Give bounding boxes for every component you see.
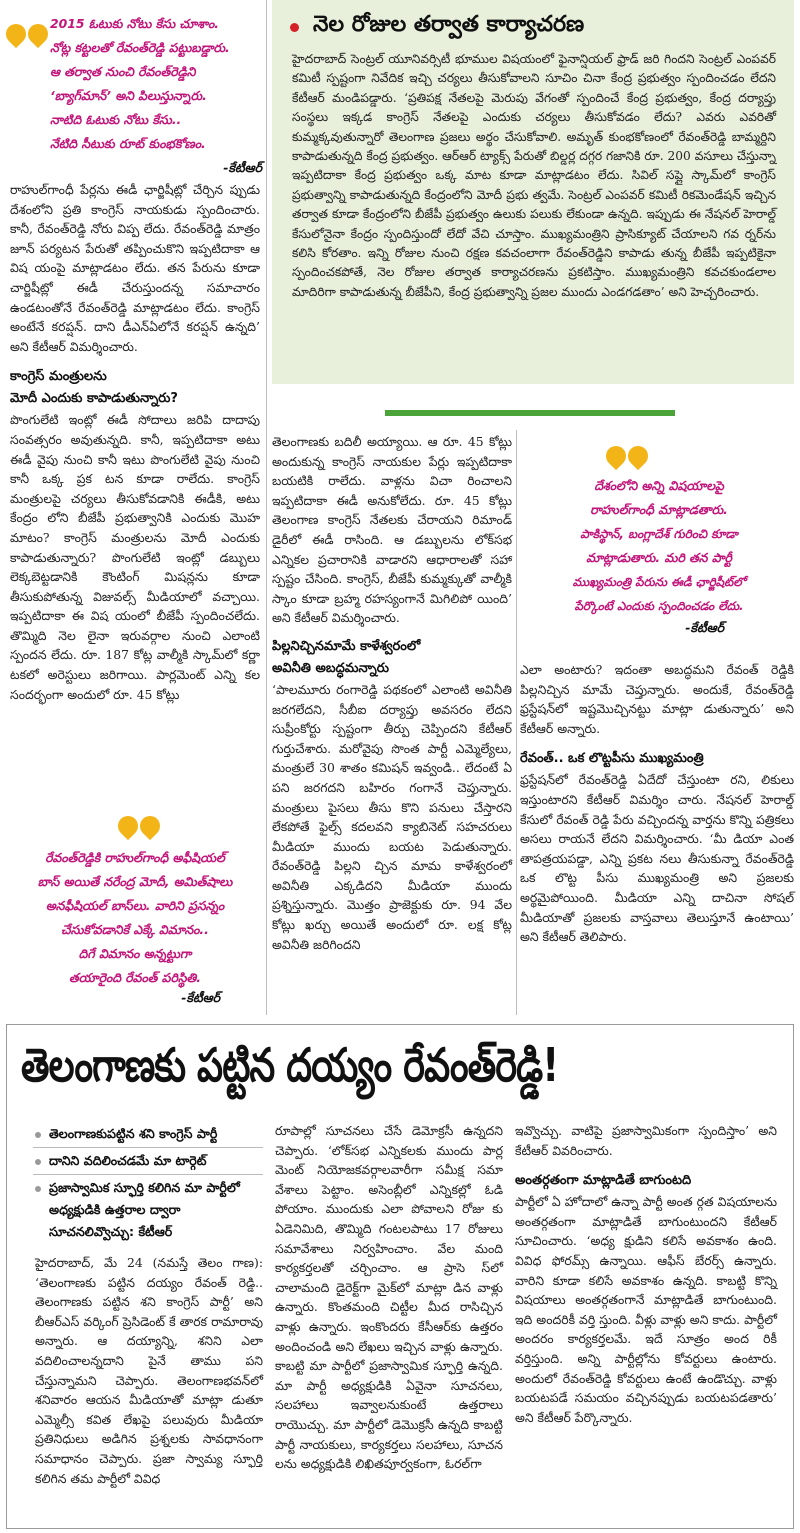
quote-attribution: -కేటీఆర్ [223, 160, 262, 175]
article-paragraph: రాహుల్‌గాంధీ పేర్లను ఈడీ ఛార్జిషీట్లో చేర్చిన ప్పుడు దేశంలోని ప్రతి కాంగ్రెస్ నాయకుడు స్పందించారు. కానీ, రేవంత్‌రెడ్డి నోరు విప్ప లేదు. రేవంత్‌రెడ్డి మాత్రం జూన్ పర్యటన పేరుతో తప్పించుకొని ఇప్పటిదాకా ఆ విష యంపై మాట్లాడటం లేదు. తన పేరును కూడా చార్జిషీట్లో ఈడీ చేరుస్తుందన్న సమాచారం ఉండటంతోనే రేవంత్‌రెడ్డి మాట్లాడటం లేదు. కాంగ్రెస్ అంటేనే కరప్షన్. దాని డీఎన్‌ఏలోనే కరప్షన్ ఉన్నది’ అని కేటీఆర్ విమర్శించారు. [10, 182, 260, 354]
green-rule [385, 410, 675, 416]
quote-mark-icon [118, 816, 160, 836]
bullet-list [33, 1121, 263, 1245]
quote-line: నోట్ల కట్టలతో రేవంత్‌రెడ్డి పట్టుబడ్డారు. [50, 40, 230, 55]
quote-line: నేటిది సీటుకు రూట్ కుంభకోణం. [50, 136, 206, 151]
quote-mark-icon [606, 446, 648, 466]
subheading: మోదీ ఎందుకు కాపాడుతున్నారు? [10, 391, 178, 407]
quote-line: చేసుకోవడానికే ఎక్కే విమానం.. [61, 922, 209, 937]
column-divider [516, 430, 517, 1015]
quote-attribution: -కేటీఆర్ [685, 620, 724, 635]
column-3-text [520, 660, 794, 947]
subheading: అవినీతి అబద్ధమన్నారు [272, 660, 390, 676]
quote-line: తయారైంది రేవంత్ పరిస్థితి. [69, 970, 201, 985]
quote-attribution: -కేటీఆర్ [181, 990, 220, 1005]
article-headline: తెలంగాణకు పట్టిన దయ్యం రేవంత్‌రెడ్డి! [21, 1039, 559, 1093]
bullet-item: ప్రజాస్వామిక స్ఫూర్తి కలిగిన మా పార్టీలో అధ్యక్షుడికి ఉత్తరాల ద్వారా సూచనలివ్వొచ్చు: కేటీఆర్ [33, 1175, 263, 1245]
box-title: నెల రోజుల తర్వాత కార్యాచరణ [313, 12, 585, 37]
article-paragraph: రూపాల్లో సూచనలు చేసే డెమోక్రసీ ఉన్నదని చెప్పారు. ‘లోక్‌సభ ఎన్నికలకు ముందు పార్ల మెంట్ నియోజకవర్గాలవారీగా సమీక్ష సమా వేశాలు పెట్టాం. అసెంబ్లీలో ఎన్నికల్లో ఓడి పోయాం. ముందుకు ఎలా పోవాలని రోజు కు ఏడెనిమిది, తొమ్మిది గంటలపాటు 17 రోజులు సమావేశాలు నిర్వహించాం. వేల మంది కార్యకర్తలతో చర్చించాం. ఆ ప్రాసె స్‌లో చాలామంది డైరెక్ట్‌గా మైక్‌లో మాట్లా డిన వాళ్లు ఉన్నారు. కొంతమంది చిట్టీల మీద రాసిచ్చిన వాళ్లు ఉన్నారు. ఇంకొందరు కేసీఆర్‌కు ఉత్తరం అందించండి అని లేఖలు ఇచ్చిన వాళ్లు ఉన్నారు. కాబట్టి మా పార్టీలో ప్రజాస్వామిక స్ఫూర్తి ఉన్నది. మా పార్టీ అధ్యక్షుడికి ఏవైనా సూచనలు, సలహాలు ఇవ్వాలనుకుంటే ఉత్తరాలు రాయొచ్చు. మా పార్టీలో డెమొక్రసీ ఉన్నది కాబట్టి పార్టీ నాయకులు, కార్యకర్తలు సలహాలు, సూచన లను అధ్యక్షుడికి లిఖితపూర్వకంగా, ఓరల్‌గా [275, 1123, 503, 1472]
bottom-article [6, 1024, 794, 1529]
quote-line: నాటిది ఓటుకు నోటు కేసు.. [50, 112, 182, 127]
quote-line: ముఖ్యమంత్రి పేరును ఈడీ ఛార్జిషీట్‌లో [572, 575, 746, 589]
quote-line: ఆ తర్వాత నుంచి రేవంత్‌రెడ్డిని [50, 64, 196, 79]
article-paragraph: పొంగులేటి ఇంట్లో ఈడీ సోదాలు జరిపి దాదాపు సంవత్సరం అవుతున్నది. కానీ, ఇప్పటిదాకా అటు ఈడీ వైపు నుంచి కానీ ఇటు పొంగులేటి వైపు నుంచి కానీ ఒక్క ప్రక టన కూడా రాలేదు. కాంగ్రెస్ మంత్రులపై చర్యలు తీసుకోవడానికి ఈడీకి, అటు కేంద్రం లోని బీజేపీ ప్రభుత్వానికి ఎందుకు మొహ మాటం? కాంగ్రెస్ మంత్రులను మోదీ ఎందుకు కాపాడుతున్నారు? పొంగులేటి ఇంట్లో డబ్బులు లెక్కబెట్టడానికి కౌంటింగ్ మిషన్లను కూడా తీసుకుపోతున్న విజువల్స్ మీడియాలో వచ్చాయి. ఇప్పటిదాకా ఈ విష యంలో బీజేపీ స్పందించలేదు. తొమ్మిది నెల లైనా ఇరువర్గాల నుంచి ఎలాంటి స్పందన లేదు. రూ. 187 కోట్ల వాల్మీకి స్కామ్‌లో కర్ణా టకలో అరెస్టులు జరిగాయి. పార్లమెంట్ ఎన్ని కల సందర్భంగా అందులో రూ. 45 కోట్లు [10, 412, 260, 702]
quote-line: పేర్కొంటే ఎందుకు స్పందించడం లేదు. [574, 599, 744, 613]
bullet-item: దానిని వదిలించడమే మా టార్గెట్ [33, 1148, 263, 1175]
column-1-text [10, 180, 260, 704]
article-paragraph: ‘పాలమూరు రంగారెడ్డి పథకంలో ఎలాంటి అవినీతి జరగలేదని, సీబీఐ దర్యాప్తు అవసరం లేదని సుప్రీంకోర్టు స్పష్టంగా తీర్పు చెప్పిందని కేటీఆర్ గుర్తుచేశారు. మరోవైపు సొంత పార్టీ ఎమ్మెల్యేలు, మంత్రులే 30 శాతం కమిషన్ ఇవ్వండి.. లేదంటే ఏ పని జరగదని బహిరం గంగానే చెప్తున్నారు. మంత్రులు పైసలు తీసు కొని పనులు చేస్తారని లేకపోతే ఫైల్స్ కదలవని క్యాబినెట్ సహచరులు మీడియా ముందు బయట పెడుతున్నారు. రేవంత్‌రెడ్డి పిల్లని చ్చిన మామ కాళేశ్వరంలో అవినీతి ఎక్కడిదని మీడియా ముందు ప్రశ్నిస్తున్నారు. మొత్తం ప్రాజెక్టుకు రూ. 94 వేల కోట్లు ఖర్చు అయితే అందులో రూ. లక్ష కోట్ల అవినీతి జరిగిందని [272, 681, 512, 952]
quote-line: రాహుల్‌గాంధీ మాట్లాడతారు. [590, 502, 728, 517]
article-paragraph: తెలంగాణకు బదిలీ అయ్యాయి. ఆ రూ. 45 కోట్లు అందుకున్న కాంగ్రెస్ నాయకుల పేర్లు ఇప్పటిదాకా బయటికి రాలేదు. వాళ్లను విచా రించాలని ఇప్పటిదాకా ఈడీ అనుకోలేదు. రూ. 45 కోట్లు తెలంగాణ కాంగ్రెస్ నేతలకు చేరాయని రిమాండ్ డైరీలో ఈడీ రాసింది. ఆ డబ్బులను లోక్‌సభ ఎన్నికల ప్రచారానికి వాడారని ఆధారాలతో సహా స్పష్టం చేసింది. కాంగ్రెస్, బీజేపీ కుమ్మక్కుతో వాల్మీకి స్కాం కూడా బ్రహ్మ రహస్యంగానే మిగిలిపో యింది’ అని కేటీఆర్ విమర్శించారు. [272, 434, 512, 626]
quote-line: 2015 ఓటుకు నోటు కేసు చూశాం. [50, 16, 219, 31]
bullet-item: తెలంగాణకుపట్టిన శని కాంగ్రెస్ పార్టీ [33, 1121, 263, 1148]
subheading: అంతర్గతంగా మాట్లాడితే బాగుంటది [515, 1173, 692, 1189]
article-paragraph: ఫ్రస్టేషన్‌లో రేవంత్‌రెడ్డి ఏదేదో చేస్తుంటా రని, లికులు ఇస్తుంటారని కేటీఆర్ విమర్శిం చారు. నేషనల్ హెరాల్డ్ కేసులో రేవంత్ రెడ్డి పేరు వచ్చిందన్న వార్తను కొన్ని పత్రికలు అసలు రాయనే లేదని విమర్శించారు. ‘మీ డియా ఎంత తాపత్రయపడ్డా, ఎన్ని ప్రకట నలు తీసుకున్నా రేవంత్‌రెడ్డి ఒక లొట్ట పీసు ముఖ్యమంత్రి అని ప్రజలకు అర్థమైపోయింది. మీడియా ఎన్ని దాచినా సోషల్ మీడియాతో ప్రజలకు వాస్తవాలు తెలుస్తూనే ఉంటాయి’ అని కేటీఆర్ తెలిపారు. [520, 772, 794, 945]
box-title-row [272, 0, 794, 42]
column-divider [266, 0, 267, 1015]
quote-line: బాస్ అయితే నరేంద్ర మోదీ, అమిత్‌షాలు [37, 874, 233, 889]
quote-line: రేవంత్‌రెడ్డికి రాహుల్‌గాంధీ అఫీషియల్ [45, 850, 225, 865]
quote-line: మాట్లాడుతారు. మరి తన పార్టీ [586, 550, 732, 565]
article-paragraph: ఇవ్వొచ్చు. వాటిపై ప్రజాస్వామికంగా స్పందిస్తాం’ అని కేటీఆర్ వివరించారు. [515, 1123, 777, 1158]
article-paragraph: హైదరాబాద్, మే 24 (నమస్తే తెలం గాణ): ‘తెలంగాణకు పట్టిన దయ్యం రేవంత్ రెడ్డి.. తెలంగాణకు పట్టిన శని కాంగ్రెస్ పార్టీ’ అని బీఆర్‌ఎస్ వర్కింగ్ ప్రెసిడెంట్ కే తారక రామారావు అన్నారు. ఆ దయ్యాన్ని, శనిని ఎలా వదిలించాలన్నదాని పైనే తాము పని చేస్తున్నామని చెప్పారు. తెలంగాణభవన్‌లో శనివారం ఆయన మీడియాతో మాట్లా డుతూ ఎమ్మెల్సీ కవిత లేఖపై పలువురు మీడియా ప్రతినిధులు అడిగిన ప్రశ్నలకు సావధానంగా సమాధానం చెప్పారు. ప్రజా స్వామ్య స్ఫూర్తి కలిగిన తమ పార్టీలో వివిధ [35, 1255, 263, 1486]
bullet-dot-icon [290, 23, 299, 32]
sidebar-box [272, 0, 794, 384]
bottom-left-pull-quote [10, 846, 260, 1009]
box-paragraph: హైదరాబాద్ సెంట్రల్ యూనివర్సిటీ భూముల విషయంలో ఫైనాన్షియల్ ఫ్రాడ్ జరి గిందని సెంట్రల్ ఎంపవర్ కమిటీ స్పష్టంగా నివేదిక ఇచ్చి చర్యలు తీసుకోవాలని సూచిం చినా కేంద్ర ప్రభుత్వం స్పందించడం లేదని కేటీఆర్ మండిపడ్డారు. ‘ప్రతిపక్ష నేతలపై మెరుపు వేగంతో స్పందించే కేంద్ర ప్రభుత్వం, కేంద్ర దర్యాప్తు సంస్థలు ఇక్కడ కాంగ్రెస్ నేతలపై ఎందుకు చర్యలు తీసుకోవడం లేదు? ఎవరు ఎవరితో కుమ్మక్కవుతున్నారో తెలంగాణ ప్రజలు అర్థం చేసుకోవాలి. అమృత్ కుంభకోణంలో రేవంత్‌రెడ్డి బామ్మర్దిని కాపాడుతున్నది కేంద్ర ప్రభుత్వం. ఆర్‌ఆర్ ట్యాక్స్ పేరుతో బిల్డర్ల దగ్గర గజానికి రూ. 200 వసూలు చేస్తున్నా ఇప్పటిదాకా కేంద్ర ప్రభుత్వం ఒక్క మాట కూడా మాట్లాడటం లేదు. సివిల్ సప్లై స్కామ్‌లో కాంగ్రెస్ ప్రభుత్వాన్ని కాపాడుతున్నది కేంద్రంలోని మోదీ ప్రభు త్వమే. సెంట్రల్ ఎంపవర్ కమిటీ రికమెండేషన్ ఇచ్చిన తర్వాత కూడా కేంద్రంలోని బీజేపీ ప్రభుత్వం ఉలుకు పలుకు లేకుండా ఉన్నది. ఇప్పుడు ఈ నేషనల్ హెరాల్డ్ కేసులోనైనా కేంద్రం స్పందిస్తుందో లేదో వేచి చూస్తాం. ముఖ్యమంత్రిని ప్రాసిక్యూట్ చేయాలని గవ ర్నర్‌ను కలిసి కోరతాం. ఇన్ని రోజుల నుంచి రక్షణ కవచంలాగా రేవంత్‌రెడ్డిని కాపాడు తున్న బీజేపీ ఇప్పటికైనా స్పందించకపోతే, నెల రోజుల తర్వాత కార్యాచరణను ప్రకటిస్తాం. ముఖ్యమంత్రిని కవచకుండలాల మాదిరిగా కాపాడుతున్న బీజేపీని, కేంద్ర ప్రభుత్వాన్ని ప్రజల ముందు ఎండగడతాం’ అని హెచ్చరించారు. [292, 52, 776, 299]
subheading: పిల్లనిచ్చినమామే కాళేశ్వరంలో [272, 638, 421, 654]
quote-line: దిగే విమానం అన్నట్టుగా [78, 946, 192, 961]
article-paragraph: ఎలా అంటారు? ఇదంతా అబద్ధమని రేవంత్ రెడ్డికి పిల్లనిచ్చిన మామే చెప్తున్నారు. అందుకే, రేవంత్‌రెడ్డి ఫ్రస్టేషన్‌లో ఇష్టమొచ్చినట్టు మాట్లా డుతున్నారు’ అని కేటీఆర్ అన్నారు. [520, 662, 794, 736]
quote-line: ‘బ్యాగ్‌మాన్’ అని పిలుస్తున్నారు. [50, 88, 207, 103]
subheading: రేవంత్.. ఒక లొట్టపీసు ముఖ్యమంత్రి [520, 751, 704, 767]
right-pull-quote [524, 474, 794, 639]
quote-line: పాకిస్థాన్, బంగ్లాదేశ్ గురించి కూడా [580, 527, 738, 541]
column-2-text [272, 432, 512, 954]
top-left-pull-quote [50, 12, 262, 179]
bottom-column-3 [515, 1121, 777, 1427]
subheading: కాంగ్రెస్ మంత్రులను [10, 369, 107, 385]
quote-line: దేశంలోని అన్ని విషయాలపై [594, 478, 724, 493]
article-paragraph: పార్టీలో ఏ హోదాలో ఉన్నా పార్టీ అంత ర్గత విషయాలను అంతర్గతంగా మాట్లాడితే బాగుంటుందని కేటీఆర్ సూచించారు. ‘అధ్య క్షుడిని కలిసే అవకాశం ఉంది. వివిధ ఫోరమ్స్ ఉన్నాయి. ఆఫీస్ బేరర్స్ ఉన్నారు. వారిని కూడా కలిసే అవకాశం ఉన్నది. కాబట్టి కొన్ని విషయాలు అంతర్గతంగానే మాట్లాడితే బాగుంటుంది. ఇది అందరికీ వర్తి స్తుంది. వీళ్లు వాళ్లు అని కాదు. పార్టీలో అందరం కార్యకర్తలమే. ఇదే సూత్రం అంద రికీ వర్తిస్తుంది. అన్ని పార్టీల్లోను కోవర్టులు ఉంటారు. అందులో రేవంత్‌రెడ్డి కోవర్టులు ఉంటే ఉండొచ్చు. వాళ్లు బయటపడే సమయం వచ్చినప్పుడు బయటపడతారు’ అని కేటీఆర్ పేర్కొన్నారు. [515, 1194, 777, 1425]
quote-line: అనఫీషియల్ బాస్‌లు. వారిని ప్రసన్నం [45, 898, 225, 913]
quote-mark-icon [6, 24, 48, 44]
